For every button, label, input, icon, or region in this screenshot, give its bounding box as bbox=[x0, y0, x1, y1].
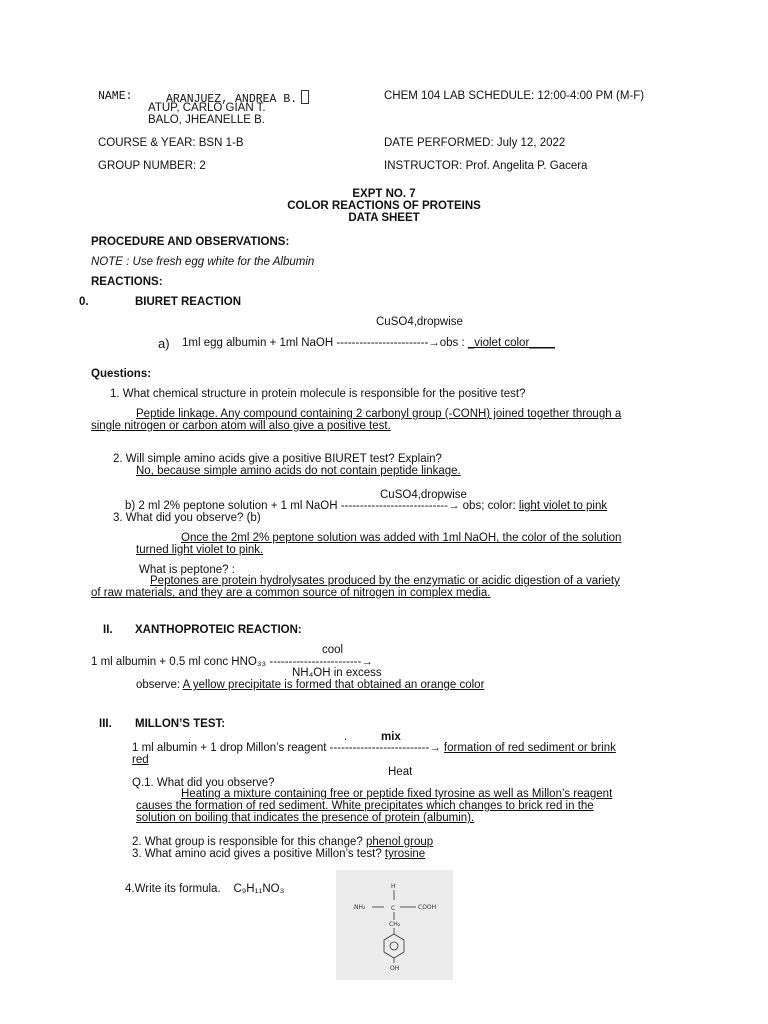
millon-number: III. bbox=[99, 718, 112, 730]
biuret-reagent-a: CuSO4,dropwise bbox=[376, 316, 463, 328]
structure-drawing bbox=[336, 870, 453, 980]
biuret-number: 0. bbox=[79, 296, 89, 308]
biuret-line-b-text: b) 2 ml 2% peptone solution + 1 ml NaOH ----------------------------→ obs; color: bbox=[125, 500, 516, 512]
millon-line bbox=[132, 742, 616, 754]
millon-dot: . bbox=[344, 731, 348, 743]
millon-q3 bbox=[132, 848, 425, 860]
date-performed: DATE PERFORMED: July 12, 2022 bbox=[384, 137, 566, 149]
millon-result-2: red bbox=[132, 754, 149, 766]
checkbox-icon bbox=[301, 90, 309, 104]
millon-heat: Heat bbox=[388, 766, 413, 778]
biuret-obs-a: _violet color____ bbox=[467, 337, 555, 349]
millon-q2 bbox=[132, 836, 433, 848]
millon-q4 bbox=[125, 883, 284, 895]
expt-title: COLOR REACTIONS OF PROTEINS bbox=[287, 200, 481, 212]
millon-q2-answer: phenol group bbox=[365, 836, 434, 848]
note-text: NOTE : Use fresh egg white for the Albumin bbox=[91, 256, 315, 268]
sketch-cooh: COOH bbox=[418, 904, 437, 911]
group-number: GROUP NUMBER: 2 bbox=[98, 160, 206, 172]
millon-a1-line3: solution on boiling that indicates the presence of protein (albumin). bbox=[136, 812, 475, 824]
expt-number: EXPT NO. 7 bbox=[352, 188, 416, 200]
millon-q4-answer: C₉H₁₁NO₃ bbox=[233, 883, 285, 895]
reactions-heading: REACTIONS: bbox=[91, 276, 163, 288]
millon-q1: Q.1. What did you observe? bbox=[132, 777, 275, 789]
biuret-a2: No, because simple amino acids do not contain peptide linkage. bbox=[136, 465, 461, 477]
sketch-oh: OH bbox=[390, 965, 400, 972]
biuret-a1-line2: single nitrogen or carbon atom will also give a positive test. bbox=[91, 420, 391, 432]
name-label: NAME: bbox=[98, 90, 133, 103]
biuret-reagent-b: CuSO4,dropwise bbox=[380, 489, 467, 501]
peptone-answer-line1: Peptones are protein hydrolysates produced by the enzymatic or acidic digestion of a variety bbox=[150, 575, 620, 587]
sketch-ch2: CH₂ bbox=[389, 921, 401, 928]
xantho-observe bbox=[136, 679, 484, 691]
biuret-q1: 1. What chemical structure in protein molecule is responsible for the positive test? bbox=[110, 388, 526, 400]
sketch-nh2: NH₂ bbox=[354, 904, 366, 911]
lab-schedule: CHEM 104 LAB SCHEDULE: 12:00-4:00 PM (M-F) bbox=[384, 90, 645, 102]
student-name-1-text: ARANJUEZ, ANDREA B. bbox=[166, 93, 298, 106]
millon-heading: MILLON’S TEST: bbox=[135, 718, 226, 730]
peptone-answer-line2: of raw materials, and they are a common source of nitrogen in complex media. bbox=[91, 587, 491, 599]
xantho-heading: XANTHOPROTEIC REACTION: bbox=[135, 624, 302, 636]
millon-result-1: formation of red sediment or brink bbox=[443, 742, 616, 754]
student-name-3: BALO, JHEANELLE B. bbox=[148, 114, 265, 126]
sketch-h: H bbox=[391, 883, 396, 890]
data-sheet-label: DATA SHEET bbox=[348, 212, 420, 224]
millon-q2-text: 2. What group is responsible for this change? bbox=[132, 836, 363, 848]
biuret-q3: 3. What did you observe? (b) bbox=[113, 512, 261, 524]
xantho-line: 1 ml albumin + 0.5 ml conc HNO₃₃ ------------------------→ bbox=[91, 656, 373, 668]
biuret-a1-line1: Peptide linkage. Any compound containing 2 carbonyl group (-CONH) joined together through a bbox=[136, 408, 622, 420]
biuret-line-a-text: 1ml egg albumin + 1ml NaOH ------------------------→obs : bbox=[182, 337, 465, 349]
biuret-obs-b: light violet to pink bbox=[518, 500, 608, 512]
course-year: COURSE & YEAR: BSN 1-B bbox=[98, 137, 244, 149]
tyrosine-structure-sketch bbox=[336, 870, 453, 980]
biuret-heading: BIURET REACTION bbox=[135, 296, 242, 308]
millon-q4-text: 4.Write its formula. bbox=[125, 883, 221, 895]
xantho-number: II. bbox=[103, 624, 113, 636]
biuret-a3-line1: Once the 2ml 2% peptone solution was added with 1ml NaOH, the color of the solution bbox=[181, 532, 622, 544]
biuret-line-a-prefix: a) bbox=[158, 336, 170, 351]
sketch-c: C bbox=[391, 905, 396, 912]
millon-mix: mix bbox=[381, 731, 401, 743]
biuret-line-b bbox=[125, 500, 607, 512]
biuret-line-a bbox=[182, 337, 555, 349]
xantho-excess: NH₄OH in excess bbox=[292, 667, 382, 679]
biuret-a3-line2: turned light violet to pink. bbox=[136, 544, 264, 556]
questions-heading: Questions: bbox=[91, 368, 152, 380]
benzene-ring bbox=[384, 934, 404, 958]
ring-circle bbox=[390, 942, 398, 950]
xantho-observe-text: A yellow precipitate is formed that obtained an orange color bbox=[182, 679, 485, 691]
millon-a1-line2: causes the formation of red sediment. White precipitates which changes to brick red in the bbox=[136, 800, 594, 812]
xantho-cool: cool bbox=[322, 644, 344, 656]
peptone-question: What is peptone? : bbox=[139, 564, 235, 576]
student-name-2: ATUP, CARLO GIAN T. bbox=[148, 102, 266, 114]
millon-a1-line1: Heating a mixture containing free or peptide fixed tyrosine as well as Millon’s reagent bbox=[181, 788, 613, 800]
millon-line-text: 1 ml albumin + 1 drop Millon’s reagent --------------------------→ bbox=[132, 742, 441, 754]
biuret-q2: 2. Will simple amino acids give a positive BIURET test? Explain? bbox=[113, 453, 442, 465]
instructor: INSTRUCTOR: Prof. Angelita P. Gacera bbox=[384, 160, 588, 172]
xantho-observe-label: observe: bbox=[136, 679, 181, 691]
procedure-heading: PROCEDURE AND OBSERVATIONS: bbox=[91, 236, 290, 248]
millon-q3-answer: tyrosine bbox=[384, 848, 426, 860]
millon-q3-text: 3. What amino acid gives a positive Millon’s test? bbox=[132, 848, 382, 860]
